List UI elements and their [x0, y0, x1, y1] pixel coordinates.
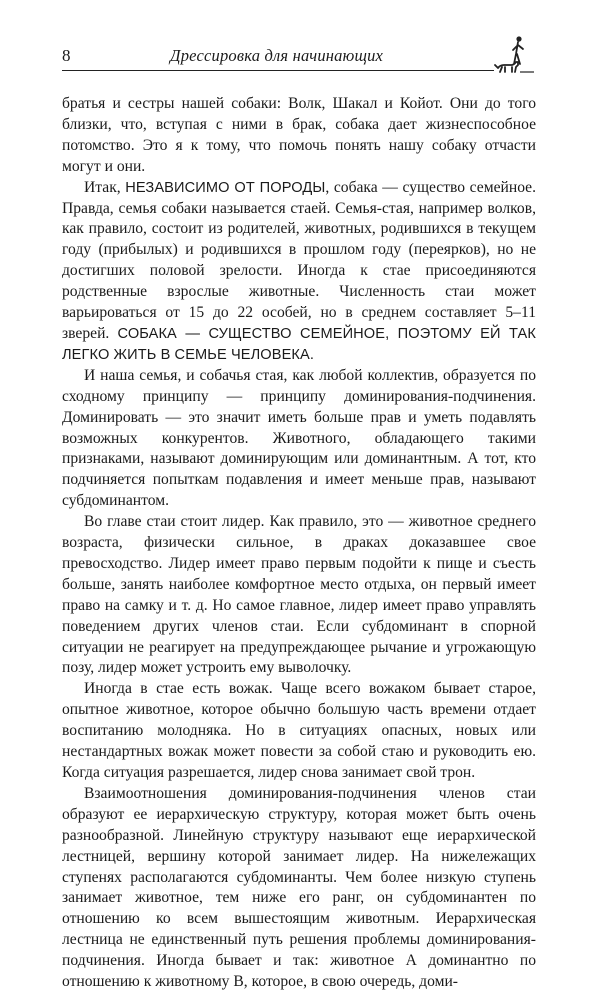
emphasis-caps-text: НЕЗАВИСИМО ОТ ПОРОДЫ	[125, 179, 326, 196]
paragraph	[62, 178, 536, 366]
paragraph-text: Взаимоотношения доминирования-подчинения членов стаи образуют ее иерархическую структуру, которая может быть очень разнообразной. Линейную структуру называют еще иерархической лестницей, вершину которой занимает лидер. На нижележащих ступенях располагаются субдоминанты. Чем более низкую ступень занимает животное, тем ниже его ранг, он субдоминантен по отношению ко всем вышестоящим животным. Иерархическая лестница не единственный путь решения проблемы доминирования-подчинения. Иногда бывает и так: животное А доминантно по отношению к животному В, которое, в свою очередь, доми-	[62, 784, 536, 991]
paragraph	[62, 679, 536, 784]
body-text	[62, 94, 536, 993]
trainer-with-dog-icon	[494, 34, 538, 78]
paragraph-text: , собака — существо семейное. Правда, семья собаки называется стаей. Семья-стая, например волков, как правило, состоит из родителей, животных, родившихся в текущем году (прибылых) и родившихся в прошлом году (переярков), но не достигших половой зрелости. Иногда к стае присоединяются родственные взрослые животные. Численность стаи может варьироваться от 15 до 22 особей, но в среднем составляет 5–11 зверей.	[62, 178, 537, 342]
page-number: 8	[62, 46, 71, 65]
page-header	[62, 40, 532, 80]
paragraph	[62, 366, 536, 512]
paragraph	[62, 94, 536, 178]
emphasis-caps-text: СОБАКА — СУЩЕСТВО СЕМЕЙНОЕ, ПОЭТОМУ ЕЙ ТАК ЛЕГКО ЖИТЬ В СЕМЬЕ ЧЕЛОВЕКА.	[62, 325, 536, 363]
paragraph	[62, 784, 536, 993]
header-rule	[62, 70, 494, 71]
paragraph-text: братья и сестры нашей собаки: Волк, Шакал и Койот. Они до того близки, что, вступая с ними в брак, собака дает жизнеспособное потомство. Это я к тому, что помочь понять нашу собаку отчасти могут и они.	[62, 95, 536, 175]
running-title: Дрессировка для начинающих	[170, 46, 384, 65]
paragraph	[62, 512, 536, 679]
paragraph-text: Итак,	[84, 178, 126, 196]
paragraph-text: Иногда в стае есть вожак. Чаще всего вожаком бывает старое, опытное животное, которое обычно большую часть времени отдает воспитанию молодняка. Но в ситуациях опасных, новых или нестандартных вожак может повести за собой стаю и руководить ею. Когда ситуация разрешается, лидер снова занимает свой трон.	[62, 680, 536, 781]
paragraph-text: И наша семья, и собачья стая, как любой коллектив, образуется по сходному принципу — принципу доминирования-подчинения. Доминировать — это значит иметь больше прав и уметь подавлять возможных конкурентов. Животного, обладающего такими признаками, называют доминирующим или доминантным. А тот, кто подчиняется попыткам подавления и имеет меньше прав, называют субдоминантом.	[62, 366, 536, 510]
paragraph-text: Во главе стаи стоит лидер. Как правило, это — животное среднего возраста, физически сильное, в драках доказавшее свое превосходство. Лидер имеет право первым подойти к пище и съесть больше, занять наиболее комфортное место отдыха, он первый имеет право на самку и т. д. Но самое главное, лидер имеет право управлять поведением других членов стаи. Если субдоминант в спорной ситуации не реагирует на предупреждающее рычание и угрожающую позу, лидер может устроить ему выволочку.	[62, 513, 536, 677]
